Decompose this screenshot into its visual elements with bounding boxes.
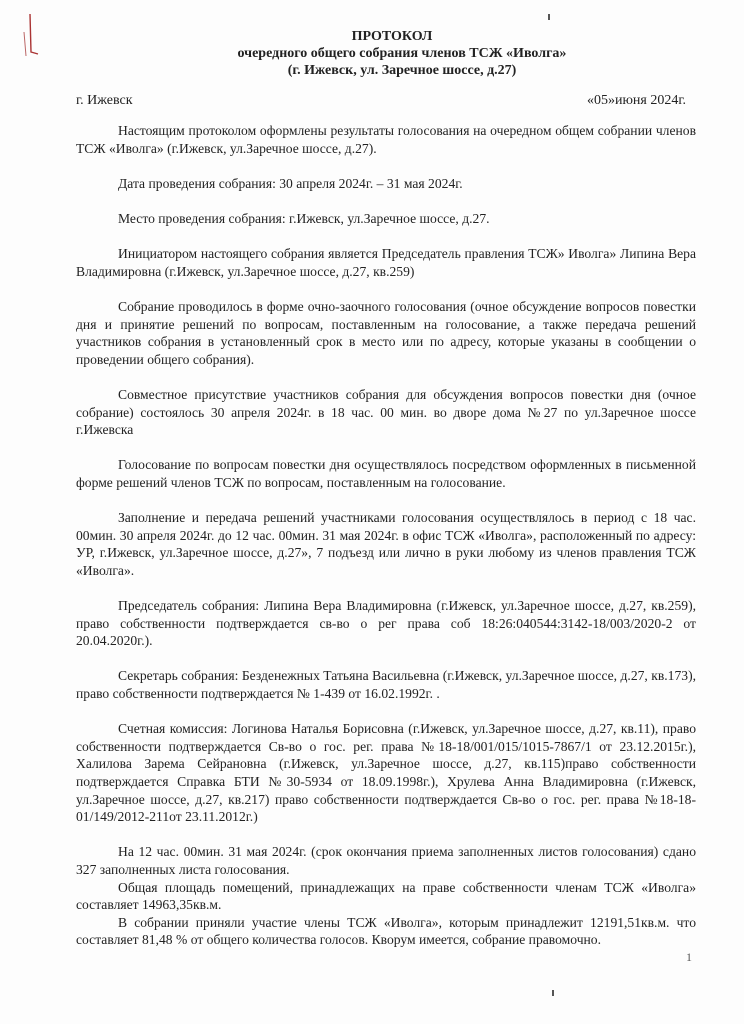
closing-paragraph: На 12 час. 00мин. 31 мая 2024г. (срок окончания приема заполненных листов голосования) сдано 327 заполненных листа голосования. [76, 844, 696, 877]
document-body [76, 122, 696, 949]
scan-speck [552, 990, 554, 996]
paragraph: Совместное присутствие участников собрания для обсуждения вопросов повестки дня (очное собрание) состоялось 30 апреля 2024г. в 18 час. 00 мин. во дворе дома №27 по ул.Заречное шоссе г.Ижевска [76, 386, 696, 438]
paragraph: Дата проведения собрания: 30 апреля 2024г. – 31 мая 2024г. [118, 175, 463, 191]
scan-speck [548, 14, 550, 20]
paragraph: Голосование по вопросам повестки дня осуществлялось посредством оформленных в письменной форме решений членов ТСЖ по вопросам, поставленным на голосование. [76, 457, 696, 490]
closing-paragraph: В собрании приняли участие члены ТСЖ «Иволга», которым принадлежит 12191,51кв.м. что составляет 81,48 % от общего количества голосов. Кворум имеется, собрание правомочно. [76, 914, 696, 948]
document-subtitle: очередного общего собрания членов ТСЖ «Иволга» [237, 46, 567, 61]
document-date: «05»июня 2024г. [586, 93, 686, 108]
closing-paragraph: Общая площадь помещений, принадлежащих на праве собственности членам ТСЖ «Иволга» составляет 14963,35кв.м. [76, 879, 696, 913]
paragraph: Собрание проводилось в форме очно-заочного голосования (очное обсуждение вопросов повестки дня и принятие решений по вопросам, поставленным на голосование, а также передача решений участников собрания в установленный срок в место или по адресу, которые указаны в сообщении о проведении общего собрания). [76, 298, 696, 367]
document-header [0, 28, 744, 79]
paragraph: Секретарь собрания: Безденежных Татьяна Васильевна (г.Ижевск, ул.Заречное шоссе, д.27, кв.173), право собственности подтверждается № 1-439 от 16.02.1992г. . [76, 668, 696, 701]
paragraph: Инициатором настоящего собрания является Председатель правления ТСЖ» Иволга» Липина Вера Владимировна (г.Ижевск, ул.Заречное шоссе, д.27, кв.259) [76, 246, 696, 279]
paragraph: Счетная комиссия: Логинова Наталья Борисовна (г.Ижевск, ул.Заречное шоссе, д.27, кв.11), право собственности подтверждается Св-во о гос. рег. права №18-18/001/015/1015-7867/1 от 23.12.2015г.), Халилова Зарема Сейрановна (г.Ижевск, ул.Заречное шоссе, д.27, кв.115)право собственности подтверждается Справка БТИ №30-5934 от 18.09.1998г.), Хрулева Анна Владимировна (г.Ижевск, ул.Заречное шоссе, д.27, кв.217) право собственности подтверждается Св-во о гос. рег. права №18-18-01/149/2012-211от 23.11.2012г.) [76, 721, 696, 825]
page-number: 1 [686, 950, 692, 964]
paragraph: Настоящим протоколом оформлены результаты голосования на очередном общем собрании членов ТСЖ «Иволга» (г.Ижевск, ул.Заречное шоссе, д.27). [76, 123, 696, 156]
document-title: ПРОТОКОЛ [351, 29, 433, 44]
paragraph: Заполнение и передача решений участниками голосования осуществлялось в период с 18 час. 00мин. 30 апреля 2024г. до 12 час. 00мин. 31 мая 2024г. в офис ТСЖ «Иволга», расположенный по адресу: УР, г.Ижевск, ул.Заречное шоссе, д.27», 7 подъезд или лично в руки любому из членов правления ТСЖ «Иволга». [76, 510, 696, 578]
document-address: (г. Ижевск, ул. Заречное шоссе, д.27) [287, 63, 517, 78]
city: г. Ижевск [76, 93, 133, 108]
paragraph: Председатель собрания: Липина Вера Владимировна (г.Ижевск, ул.Заречное шоссе, д.27, кв.259), право собственности подтверждается св-во о рег права соб 18:26:040544:3142-18/003/2020-2 от 20.04.2020г.). [76, 598, 696, 649]
paragraph: Место проведения собрания: г.Ижевск, ул.Заречное шоссе, д.27. [118, 210, 490, 226]
